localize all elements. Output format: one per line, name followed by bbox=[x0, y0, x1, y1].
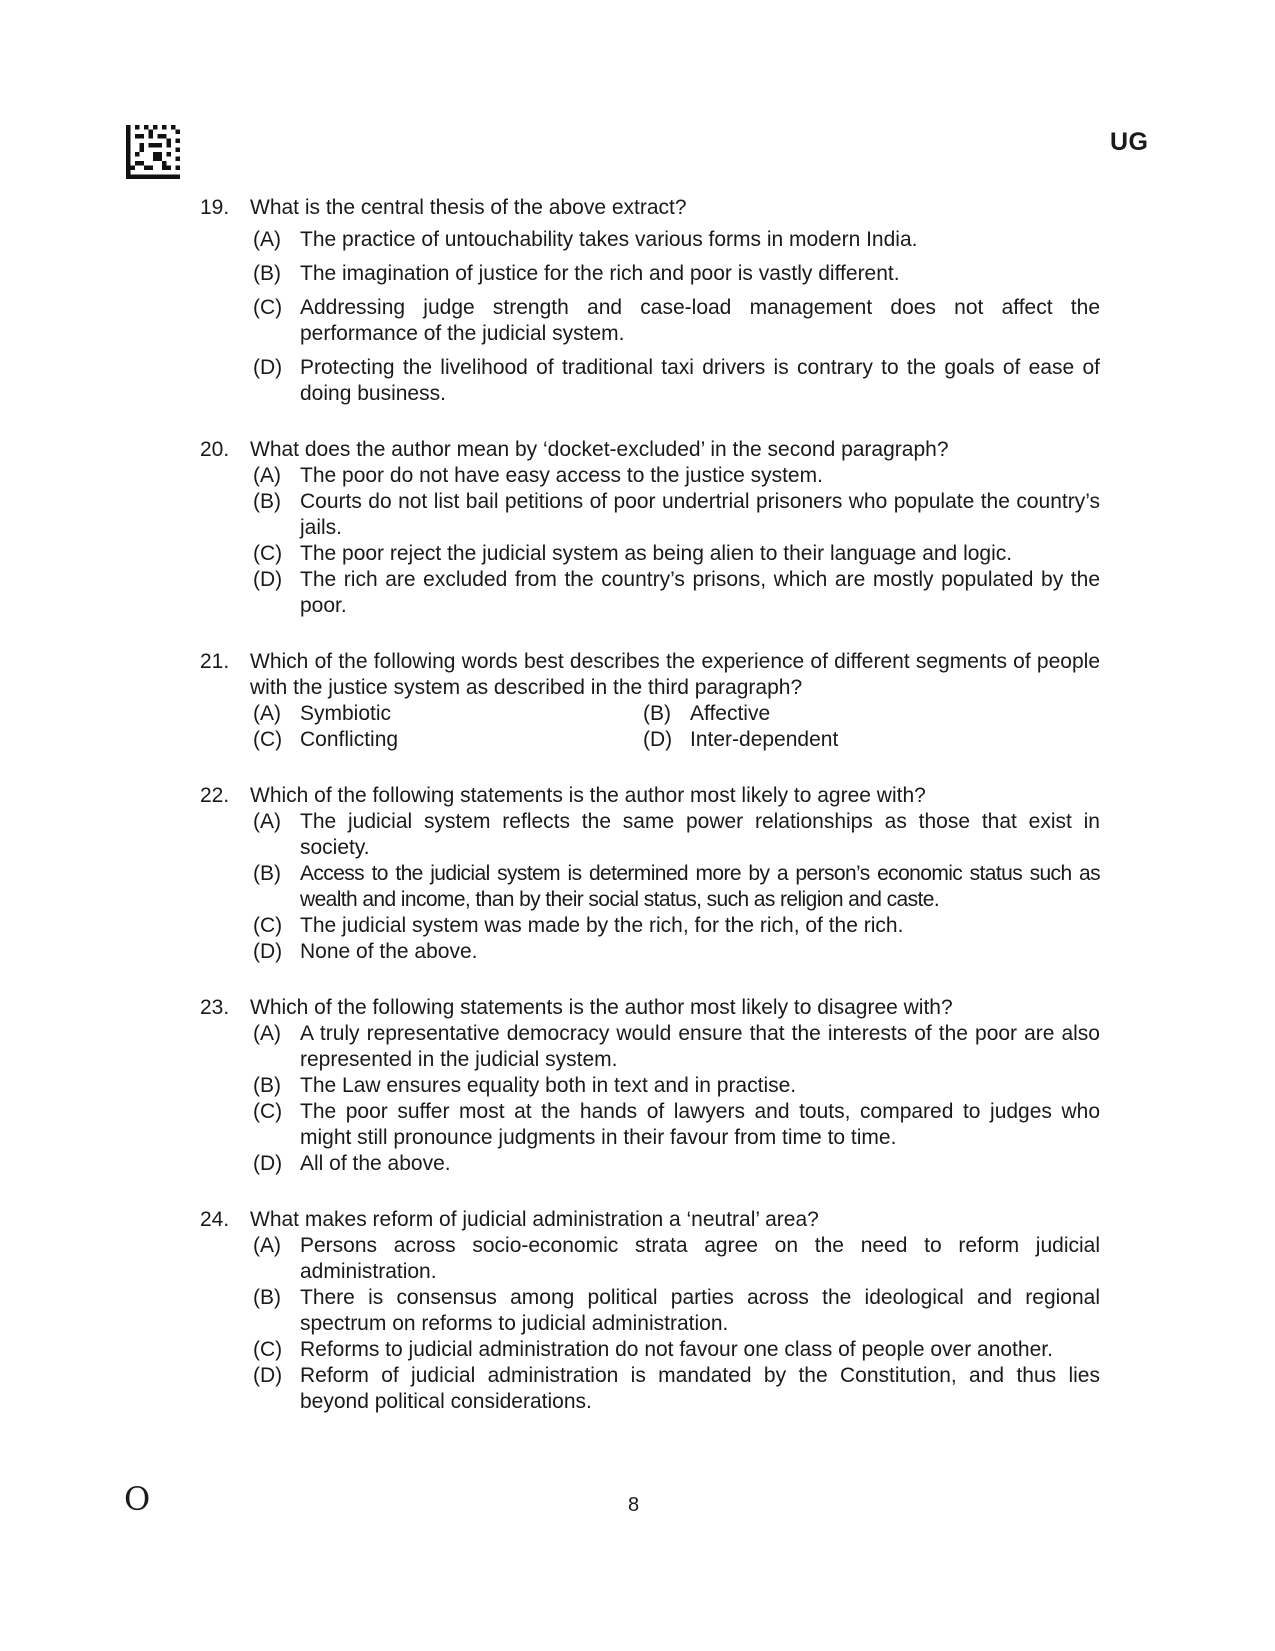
option-text: The poor do not have easy access to the justice system. bbox=[300, 464, 823, 487]
option-letter: (A) bbox=[253, 228, 281, 251]
option-letter: (D) bbox=[253, 1364, 283, 1387]
option-letter: (A) bbox=[253, 1022, 281, 1045]
option-b bbox=[253, 1073, 1100, 1099]
question-text: What makes reform of judicial administration a ‘neutral’ area? bbox=[250, 1208, 819, 1231]
option-text: A truly representative democracy would ensure that the interests of the poor are also represented in the judicial system. bbox=[300, 1022, 1100, 1071]
option-list bbox=[253, 227, 1100, 407]
option-letter: (A) bbox=[253, 464, 281, 487]
option-text: Access to the judicial system is determined more by a person’s economic status such as wealth and income, than by their social status, such as religion and caste. bbox=[300, 862, 1100, 911]
option-c bbox=[253, 913, 1100, 939]
page-number: 8 bbox=[628, 1494, 640, 1516]
option-text: Symbiotic bbox=[300, 702, 392, 725]
question-text: Which of the following words best describes the experience of different segments of people with the justice system as described in the third paragraph? bbox=[250, 650, 1100, 699]
question-number: 20. bbox=[200, 438, 230, 461]
option-text: Inter-dependent bbox=[690, 728, 839, 751]
option-text: Addressing judge strength and case-load management does not affect the performance of the judicial system. bbox=[300, 296, 1100, 345]
option-letter: (B) bbox=[253, 862, 281, 885]
option-b bbox=[643, 701, 1043, 727]
question-number: 23. bbox=[200, 996, 230, 1019]
question-23 bbox=[200, 995, 1100, 1177]
option-a bbox=[253, 701, 643, 727]
option-text: There is consensus among political parties across the ideological and regional spectrum on reforms to judicial administration. bbox=[300, 1286, 1100, 1335]
option-letter: (C) bbox=[253, 1100, 283, 1123]
option-list bbox=[253, 1233, 1100, 1415]
option-d bbox=[253, 567, 1100, 619]
option-list bbox=[253, 809, 1100, 965]
option-d bbox=[253, 1363, 1100, 1415]
option-letter: (A) bbox=[253, 702, 281, 725]
option-d bbox=[643, 727, 1043, 753]
option-d bbox=[253, 355, 1100, 407]
option-c bbox=[253, 1337, 1100, 1363]
option-c bbox=[253, 1099, 1100, 1151]
question-19 bbox=[200, 195, 1100, 407]
option-letter: (A) bbox=[253, 810, 281, 833]
option-d bbox=[253, 939, 1100, 965]
option-letter: (B) bbox=[253, 1286, 281, 1309]
option-list bbox=[253, 701, 1100, 753]
question-text: Which of the following statements is the author most likely to agree with? bbox=[250, 784, 926, 807]
question-22 bbox=[200, 783, 1100, 965]
option-list bbox=[253, 463, 1100, 619]
question-number: 21. bbox=[200, 650, 230, 673]
question-number: 24. bbox=[200, 1208, 230, 1231]
option-c bbox=[253, 541, 1100, 567]
option-c bbox=[253, 295, 1100, 347]
option-text: The judicial system was made by the rich, for the rich, of the rich. bbox=[300, 914, 904, 937]
option-b bbox=[253, 1285, 1100, 1337]
question-text: Which of the following statements is the author most likely to disagree with? bbox=[250, 996, 953, 1019]
option-text: Persons across socio-economic strata agree on the need to reform judicial administration. bbox=[300, 1234, 1100, 1283]
option-text: Affective bbox=[690, 702, 771, 725]
option-letter: (C) bbox=[253, 296, 283, 319]
option-b bbox=[253, 489, 1100, 541]
question-number: 19. bbox=[200, 196, 230, 219]
option-text: None of the above. bbox=[300, 940, 478, 963]
option-letter: (B) bbox=[253, 490, 281, 513]
option-text: Conflicting bbox=[300, 728, 399, 751]
option-text: Protecting the livelihood of traditional taxi drivers is contrary to the goals of ease of doing business. bbox=[300, 356, 1100, 405]
option-a bbox=[253, 463, 1100, 489]
question-20 bbox=[200, 437, 1100, 619]
option-letter: (B) bbox=[253, 1074, 281, 1097]
option-c bbox=[253, 727, 643, 753]
option-text: The judicial system reflects the same power relationships as those that exist in society. bbox=[300, 810, 1100, 859]
datamatrix-code bbox=[126, 125, 180, 179]
option-letter: (D) bbox=[253, 356, 283, 379]
question-21 bbox=[200, 649, 1100, 753]
option-letter: (A) bbox=[253, 1234, 281, 1257]
option-letter: (B) bbox=[253, 262, 281, 285]
option-letter: (D) bbox=[643, 728, 673, 751]
option-text: Reforms to judicial administration do not favour one class of people over another. bbox=[300, 1338, 1053, 1361]
option-text: All of the above. bbox=[300, 1152, 451, 1175]
option-a bbox=[253, 1233, 1100, 1285]
option-a bbox=[253, 809, 1100, 861]
option-list bbox=[253, 1021, 1100, 1177]
option-letter: (C) bbox=[253, 914, 283, 937]
question-24 bbox=[200, 1207, 1100, 1415]
booklet-code: O bbox=[124, 1480, 151, 1518]
option-letter: (B) bbox=[643, 702, 671, 725]
option-text: Reform of judicial administration is mandated by the Constitution, and thus lies beyond political considerations. bbox=[300, 1364, 1100, 1413]
option-letter: (D) bbox=[253, 1152, 283, 1175]
option-letter: (C) bbox=[253, 728, 283, 751]
option-b bbox=[253, 261, 1100, 287]
option-a bbox=[253, 1021, 1100, 1073]
option-letter: (C) bbox=[253, 542, 283, 565]
option-a bbox=[253, 227, 1100, 253]
option-text: The imagination of justice for the rich and poor is vastly different. bbox=[300, 262, 900, 285]
option-text: The Law ensures equality both in text and in practise. bbox=[300, 1074, 797, 1097]
option-text: The poor suffer most at the hands of lawyers and touts, compared to judges who might still pronounce judgments in their favour from time to time. bbox=[300, 1100, 1100, 1149]
question-list bbox=[200, 195, 1100, 1445]
option-letter: (C) bbox=[253, 1338, 283, 1361]
option-text: The poor reject the judicial system as being alien to their language and logic. bbox=[300, 542, 1013, 565]
option-text: The practice of untouchability takes various forms in modern India. bbox=[300, 228, 918, 251]
question-text: What is the central thesis of the above extract? bbox=[250, 196, 687, 219]
paper-tag: UG bbox=[1110, 128, 1149, 156]
option-letter: (D) bbox=[253, 568, 283, 591]
option-text: The rich are excluded from the country’s prisons, which are mostly populated by the poor. bbox=[300, 568, 1100, 617]
option-d bbox=[253, 1151, 1100, 1177]
question-text: What does the author mean by ‘docket-excluded’ in the second paragraph? bbox=[250, 438, 949, 461]
question-number: 22. bbox=[200, 784, 230, 807]
option-b bbox=[253, 861, 1100, 913]
option-text: Courts do not list bail petitions of poor undertrial prisoners who populate the country’s jails. bbox=[300, 490, 1100, 539]
option-letter: (D) bbox=[253, 940, 283, 963]
